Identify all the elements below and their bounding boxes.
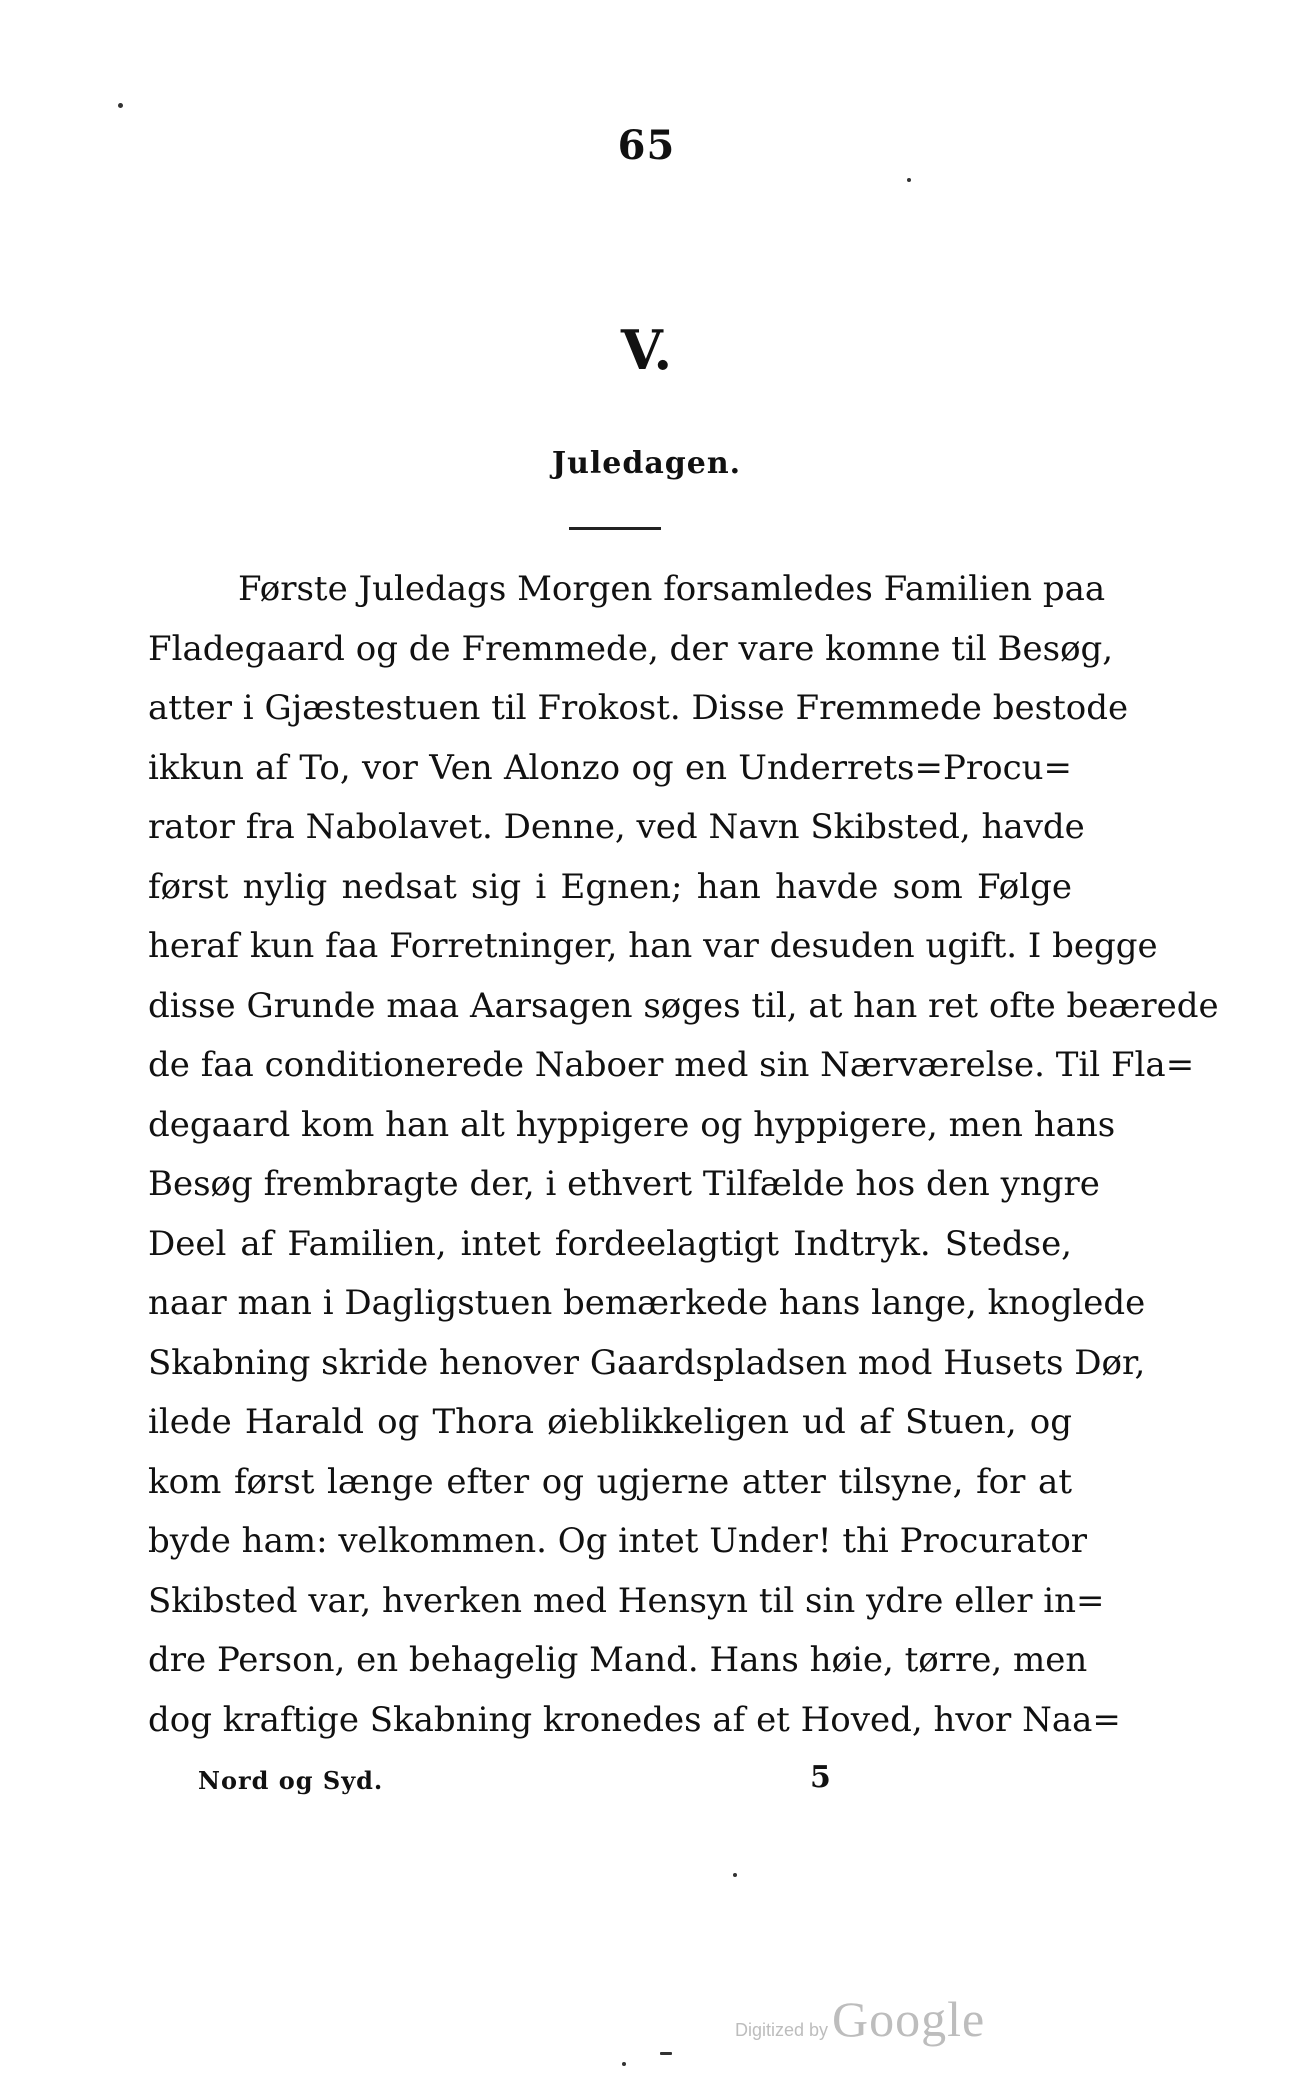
text-line: Første Juledags Morgen forsamledes Familien paa: [238, 569, 1106, 609]
scan-speck: [622, 2062, 626, 2066]
page-number: 65: [617, 122, 676, 169]
title-divider: [569, 527, 661, 530]
scan-speck: [660, 2052, 672, 2055]
text-line: de faa conditionerede Naboer med sin Nærværelse. Til Fla=: [148, 1045, 1195, 1085]
text-line: Deel af Familien, intet fordeelagtigt Indtryk. Stedse,: [148, 1223, 1072, 1264]
body-text: [148, 560, 1219, 1750]
scan-speck: [733, 1873, 737, 1877]
chapter-title: Juledagen.: [551, 446, 742, 481]
text-line: først nylig nedsat sig i Egnen; han havde som Følge: [148, 866, 1072, 907]
text-line: Fladegaard og de Fremmede, der vare komne til Besøg,: [148, 628, 1114, 669]
text-line: Besøg frembragte der, i ethvert Tilfælde hos den yngre: [148, 1164, 1100, 1204]
text-line: degaard kom han alt hyppigere og hyppigere, men hans: [148, 1104, 1116, 1145]
text-line: Skibsted var, hverken med Hensyn til sin ydre eller in=: [148, 1580, 1105, 1621]
scan-speck: [118, 103, 123, 108]
text-line: ikkun af To, vor Ven Alonzo og en Underrets=Procu=: [148, 747, 1072, 788]
scan-speck: [907, 178, 911, 182]
text-line: naar man i Dagligstuen bemærkede hans lange, knoglede: [148, 1283, 1146, 1323]
text-line: Skabning skride henover Gaardspladsen mod Husets Dør,: [148, 1342, 1146, 1383]
text-line: byde ham: velkommen. Og intet Under! thi Procurator: [148, 1521, 1088, 1561]
text-line: heraf kun faa Forretninger, han var desuden ugift. I begge: [148, 926, 1158, 966]
text-line: rator fra Nabolavet. Denne, ved Navn Skibsted, havde: [148, 807, 1085, 847]
footer-signature: Nord og Syd.: [198, 1766, 384, 1795]
text-line: dog kraftige Skabning kronedes af et Hoved, hvor Naa=: [148, 1699, 1121, 1740]
digitized-watermark: [735, 1990, 985, 2048]
text-line: dre Person, en behagelig Mand. Hans høie, tørre, men: [148, 1640, 1088, 1680]
text-line: kom først længe efter og ugjerne atter tilsyne, for at: [148, 1461, 1072, 1502]
footer-sheet-number: 5: [810, 1760, 831, 1795]
watermark-brand: Google: [832, 1991, 986, 2047]
text-line: ilede Harald og Thora øieblikkeligen ud af Stuen, og: [148, 1402, 1072, 1442]
watermark-prefix: Digitized by: [735, 2020, 829, 2040]
chapter-numeral: V.: [620, 318, 673, 382]
text-line: disse Grunde maa Aarsagen søges til, at han ret ofte beærede: [148, 985, 1219, 1026]
text-line: atter i Gjæstestuen til Frokost. Disse Fremmede bestode: [148, 688, 1129, 728]
